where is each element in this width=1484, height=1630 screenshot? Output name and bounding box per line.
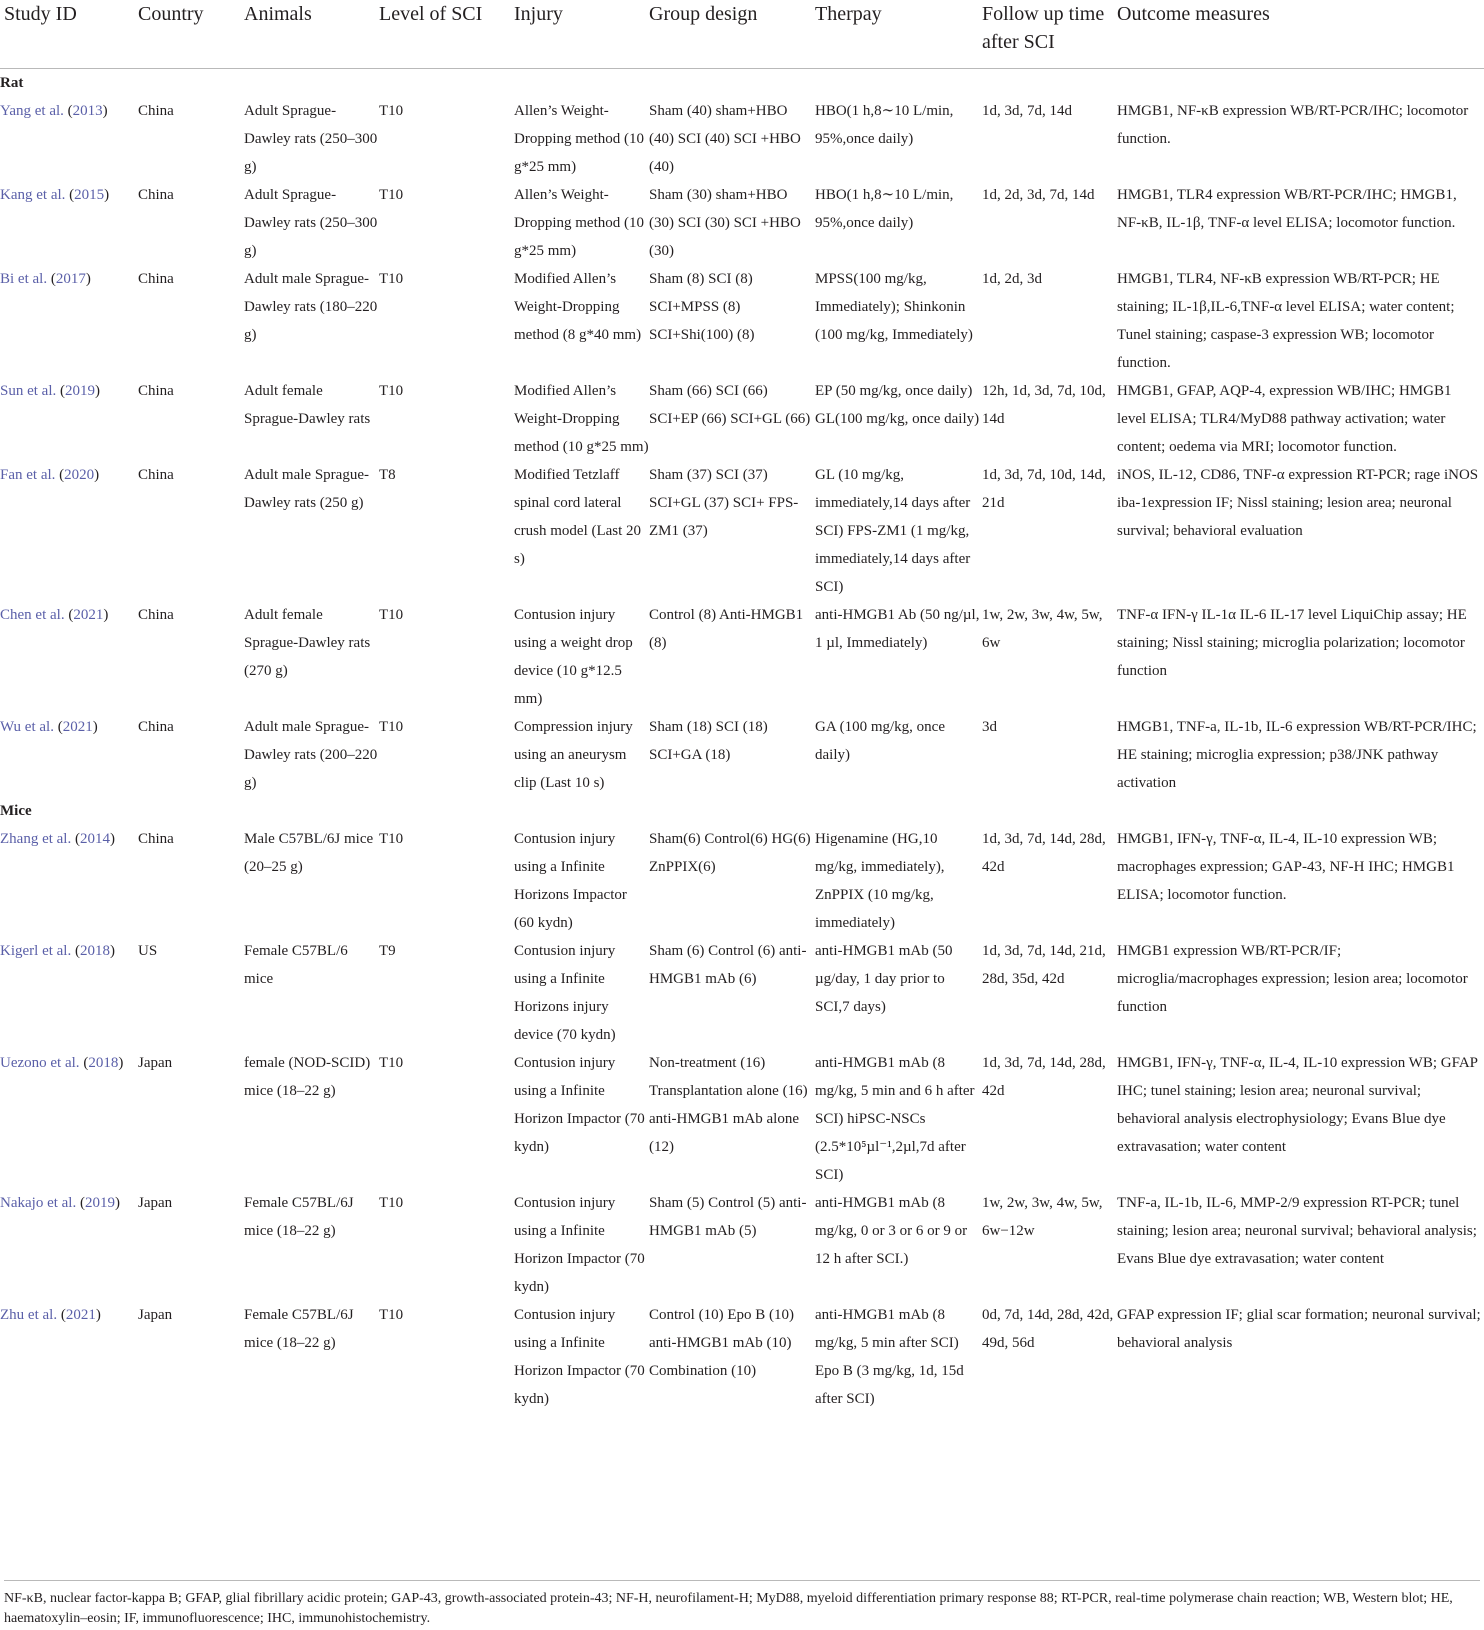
followup-cell: 1d, 3d, 7d, 14d: [982, 102, 1072, 119]
therapy-cell: anti-HMGB1 mAb (8 mg/kg, 0 or 3 or 6 or 9 or 12 h after SCI.): [815, 1194, 968, 1267]
paren: (: [47, 270, 56, 287]
therapy-cell: EP (50 mg/kg, once daily) GL(100 mg/kg, once daily): [815, 382, 980, 427]
outcome-cell: HMGB1, TNF-a, IL-1b, IL-6 expression WB/RT-PCR/IHC; HE staining; microglia expression; p38/JNK pathway activation: [1117, 718, 1477, 791]
country-cell: Japan: [138, 1306, 173, 1323]
citation-link[interactable]: Wu et al.: [0, 718, 54, 735]
level-cell: T10: [379, 1306, 404, 1323]
table-row: [0, 1301, 1484, 1413]
study-id-cell: [0, 265, 138, 377]
table-row: [0, 1189, 1484, 1301]
study-id-cell: [0, 825, 138, 937]
animals-cell: Male C57BL/6J mice (20–25 g): [244, 830, 374, 875]
animals-cell: Adult Sprague-Dawley rats (250–300 g): [244, 186, 378, 259]
level-cell: T8: [379, 466, 396, 483]
outcome-cell: TNF-α IFN-γ IL-1α IL-6 IL-17 level LiquiChip assay; HE staining; Nissl staining; microglia polarization; locomotor function: [1117, 606, 1467, 679]
column-header: Therpay: [815, 0, 982, 68]
group-cell: Sham (30) sham+HBO (30) SCI (30) SCI +HBO (30): [649, 186, 801, 259]
level-cell: T10: [379, 830, 404, 847]
animals-cell: Female C57BL/6J mice (18–22 g): [244, 1306, 354, 1351]
paren: ): [92, 718, 98, 735]
animals-cell: Female C57BL/6J mice (18–22 g): [244, 1194, 354, 1239]
country-cell: China: [138, 186, 174, 203]
study-id-cell: [0, 377, 138, 461]
therapy-cell: GA (100 mg/kg, once daily): [815, 718, 945, 763]
therapy-cell: HBO(1 h,8∼10 L/min, 95%,once daily): [815, 102, 954, 147]
study-id-cell: [0, 461, 138, 601]
group-cell: Sham (66) SCI (66) SCI+EP (66) SCI+GL (66): [649, 382, 811, 427]
citation-year-link[interactable]: 2017: [55, 270, 86, 287]
column-header: Follow up time after SCI: [982, 0, 1117, 68]
country-cell: Japan: [138, 1194, 173, 1211]
injury-cell: Allen’s Weight-Dropping method (10 g*25 mm): [514, 186, 644, 259]
column-header: Outcome measures: [1117, 0, 1484, 68]
study-id-cell: [0, 181, 138, 265]
animals-cell: Adult male Sprague-Dawley rats (180–220 g): [244, 270, 378, 343]
outcome-cell: HMGB1 expression WB/RT-PCR/IF; microglia/macrophages expression; lesion area; locomotor function: [1117, 942, 1468, 1015]
level-cell: T10: [379, 102, 404, 119]
citation-year-link[interactable]: 2015: [74, 186, 105, 203]
paren: (: [76, 1194, 85, 1211]
injury-cell: Contusion injury using a Infinite Horizons injury device (70 kydn): [514, 942, 616, 1043]
section-row: [0, 68, 1484, 97]
citation-year-link[interactable]: 2018: [79, 942, 110, 959]
section-row: [0, 797, 1484, 825]
animals-cell: Adult female Sprague-Dawley rats: [244, 382, 371, 427]
table-row: [0, 1049, 1484, 1189]
therapy-cell: Higenamine (HG,10 mg/kg, immediately), ZnPPIX (10 mg/kg, immediately): [815, 830, 945, 931]
country-cell: Japan: [138, 1054, 173, 1071]
table-header: [0, 0, 1484, 68]
animals-cell: Adult Sprague-Dawley rats (250–300 g): [244, 102, 378, 175]
followup-cell: 3d: [982, 718, 997, 735]
therapy-cell: MPSS(100 mg/kg, Immediately); Shinkonin (100 mg/kg, Immediately): [815, 270, 973, 343]
followup-cell: 1d, 3d, 7d, 14d, 21d, 28d, 35d, 42d: [982, 942, 1106, 987]
group-cell: Sham (18) SCI (18) SCI+GA (18): [649, 718, 768, 763]
citation-link[interactable]: Zhang et al.: [0, 830, 72, 847]
outcome-cell: HMGB1, GFAP, AQP-4, expression WB/IHC; HMGB1 level ELISA; TLR4/MyD88 pathway activation; water content; oedema via MRI; locomotor function.: [1117, 382, 1452, 455]
outcome-cell: HMGB1, IFN-γ, TNF-α, IL-4, IL-10 expression WB; macrophages expression; GAP-43, NF-H IHC; HMGB1 ELISA; locomotor function.: [1117, 830, 1455, 903]
followup-cell: 1d, 3d, 7d, 10d, 14d, 21d: [982, 466, 1106, 511]
citation-link[interactable]: Sun et al.: [0, 382, 57, 399]
study-id-cell: [0, 1049, 138, 1189]
country-cell: China: [138, 466, 174, 483]
group-cell: Sham (37) SCI (37) SCI+GL (37) SCI+ FPS-ZM1 (37): [649, 466, 799, 539]
outcome-cell: HMGB1, IFN-γ, TNF-α, IL-4, IL-10 expression WB; GFAP IHC; tunel staining; lesion area; neuronal survival; behavioral analysis electrophysiology; Evans Blue dye extravasation; water content: [1117, 1054, 1478, 1155]
column-header: Study ID: [0, 0, 138, 68]
injury-cell: Modified Allen’s Weight-Dropping method (8 g*40 mm): [514, 270, 642, 343]
level-cell: T10: [379, 270, 404, 287]
animals-cell: female (NOD-SCID) mice (18–22 g): [244, 1054, 371, 1099]
study-id-cell: [0, 713, 138, 797]
paren: ): [102, 102, 108, 119]
therapy-cell: anti-HMGB1 mAb (8 mg/kg, 5 min after SCI) Epo B (3 mg/kg, 1d, 15d after SCI): [815, 1306, 964, 1407]
country-cell: China: [138, 718, 174, 735]
paren: (: [63, 102, 73, 119]
table-body: [0, 68, 1484, 1413]
table-row: [0, 713, 1484, 797]
paren: (: [57, 1306, 66, 1323]
citation-year-link[interactable]: 2021: [73, 606, 104, 623]
therapy-cell: anti-HMGB1 mAb (8 mg/kg, 5 min and 6 h after SCI) hiPSC-NSCs (2.5*10⁵µl⁻¹,2µl,7d after SCI): [815, 1054, 975, 1183]
paren: (: [79, 1054, 89, 1071]
paren: ): [103, 606, 109, 623]
group-cell: Sham(6) Control(6) HG(6) ZnPPIX(6): [649, 830, 811, 875]
followup-cell: 1d, 3d, 7d, 14d, 28d, 42d: [982, 830, 1106, 875]
level-cell: T10: [379, 1194, 404, 1211]
therapy-cell: anti-HMGB1 mAb (50 µg/day, 1 day prior to SCI,7 days): [815, 942, 953, 1015]
level-cell: T9: [379, 942, 396, 959]
country-cell: China: [138, 830, 174, 847]
group-cell: Sham (5) Control (5) anti-HMGB1 mAb (5): [649, 1194, 807, 1239]
citation-link[interactable]: Nakajo et al.: [0, 1194, 77, 1211]
table-row: [0, 97, 1484, 181]
country-cell: China: [138, 382, 174, 399]
level-cell: T10: [379, 1054, 404, 1071]
citation-link[interactable]: Chen et al.: [0, 606, 65, 623]
table-row: [0, 265, 1484, 377]
citation-link[interactable]: Yang et al.: [0, 102, 64, 119]
column-header: Injury: [514, 0, 649, 68]
paren: ): [104, 186, 110, 203]
followup-cell: 1d, 3d, 7d, 14d, 28d, 42d: [982, 1054, 1106, 1099]
paren: ): [109, 830, 115, 847]
paren: ): [109, 942, 115, 959]
outcome-cell: HMGB1, TLR4 expression WB/RT-PCR/IHC; HMGB1, NF-κB, IL-1β, TNF-α level ELISA; locomotor function.: [1117, 186, 1457, 231]
paren: (: [64, 606, 74, 623]
paren: ): [114, 1194, 120, 1211]
group-cell: Control (8) Anti-HMGB1 (8): [649, 606, 804, 651]
study-id-cell: [0, 1189, 138, 1301]
section-label: Mice: [0, 802, 32, 819]
outcome-cell: GFAP expression IF; glial scar formation; neuronal survival; behavioral analysis: [1117, 1306, 1481, 1351]
paren: (: [55, 466, 65, 483]
table-row: [0, 181, 1484, 265]
paren: (: [53, 718, 63, 735]
study-id-cell: [0, 97, 138, 181]
paren: (: [65, 186, 75, 203]
animals-cell: Adult male Sprague- Dawley rats (250 g): [244, 466, 369, 511]
paren: ): [95, 1306, 101, 1323]
citation-link[interactable]: Kigerl et al.: [0, 942, 72, 959]
animals-cell: Adult male Sprague-Dawley rats (200–220 g): [244, 718, 378, 791]
animals-cell: Adult female Sprague-Dawley rats (270 g): [244, 606, 371, 679]
citation-link[interactable]: Kang et al.: [0, 186, 66, 203]
study-id-cell: [0, 937, 138, 1049]
citation-year-link[interactable]: 2014: [79, 830, 110, 847]
injury-cell: Contusion injury using a weight drop device (10 g*12.5 mm): [514, 606, 633, 707]
table-row: [0, 377, 1484, 461]
study-id-cell: [0, 601, 138, 713]
group-cell: Non-treatment (16) Transplantation alone (16) anti-HMGB1 mAb alone (12): [649, 1054, 808, 1155]
group-cell: Sham (6) Control (6) anti-HMGB1 mAb (6): [649, 942, 807, 987]
table-row: [0, 601, 1484, 713]
citation-link[interactable]: Uezono et al.: [0, 1054, 80, 1071]
followup-cell: 1d, 2d, 3d: [982, 270, 1042, 287]
citation-year-link[interactable]: 2018: [88, 1054, 119, 1071]
level-cell: T10: [379, 718, 404, 735]
citation-year-link[interactable]: 2021: [62, 718, 93, 735]
injury-cell: Contusion injury using a Infinite Horizon Impactor (70 kydn): [514, 1194, 645, 1295]
level-cell: T10: [379, 186, 404, 203]
country-cell: China: [138, 606, 174, 623]
outcome-cell: HMGB1, NF-κB expression WB/RT-PCR/IHC; locomotor function.: [1117, 102, 1469, 147]
followup-cell: 1w, 2w, 3w, 4w, 5w, 6w−12w: [982, 1194, 1103, 1239]
outcome-cell: TNF-a, IL-1b, IL-6, MMP-2/9 expression RT-PCR; tunel staining; lesion area; neuronal survival; behavioral analysis; Evans Blue dye extravasation; water content: [1117, 1194, 1477, 1267]
injury-cell: Contusion injury using a Infinite Horizons Impactor (60 kydn): [514, 830, 627, 931]
injury-cell: Allen’s Weight-Dropping method (10 g*25 mm): [514, 102, 644, 175]
outcome-cell: HMGB1, TLR4, NF-κB expression WB/RT-PCR; HE staining; IL-1β,IL-6,TNF-α level ELISA; water content; Tunel staining; caspase-3 expression WB; locomotor function.: [1117, 270, 1455, 371]
citation-year-link[interactable]: 2019: [84, 1194, 115, 1211]
paren: ): [118, 1054, 124, 1071]
section-label: Rat: [0, 74, 24, 91]
followup-cell: 12h, 1d, 3d, 7d, 10d, 14d: [982, 382, 1106, 427]
paren: ): [95, 382, 100, 399]
column-header: Country: [138, 0, 244, 68]
citation-year-link[interactable]: 2021: [65, 1306, 96, 1323]
study-id-cell: [0, 1301, 138, 1413]
country-cell: China: [138, 102, 174, 119]
country-cell: US: [138, 942, 158, 959]
group-cell: Sham (8) SCI (8) SCI+MPSS (8) SCI+Shi(100) (8): [649, 270, 755, 343]
therapy-cell: GL (10 mg/kg, immediately,14 days after SCI) FPS-ZM1 (1 mg/kg, immediately,14 days after SCI): [815, 466, 971, 595]
column-header: Animals: [244, 0, 379, 68]
table-row: [0, 825, 1484, 937]
group-cell: Control (10) Epo B (10) anti-HMGB1 mAb (10) Combination (10): [649, 1306, 794, 1379]
paren: ): [94, 466, 100, 483]
group-cell: Sham (40) sham+HBO (40) SCI (40) SCI +HBO (40): [649, 102, 801, 175]
table-row: [0, 937, 1484, 1049]
injury-cell: Modified Tetzlaff spinal cord lateral crush model (Last 20 s): [514, 466, 642, 567]
paren: (: [71, 830, 80, 847]
injury-cell: Modified Allen’s Weight-Dropping method (10 g*25 mm): [514, 382, 649, 455]
table-row: [0, 461, 1484, 601]
therapy-cell: anti-HMGB1 Ab (50 ng/µl, 1 µl, Immediately): [815, 606, 980, 651]
citation-year-link[interactable]: 2020: [64, 466, 95, 483]
paren: (: [71, 942, 80, 959]
citation-link[interactable]: Fan et al.: [0, 466, 56, 483]
outcome-cell: iNOS, IL-12, CD86, TNF-α expression RT-PCR; rage iNOS iba-1expression IF; Nissl staining; lesion area; neuronal survival; behavioral evaluation: [1117, 466, 1479, 539]
injury-cell: Contusion injury using a Infinite Horizon Impactor (70 kydn): [514, 1306, 645, 1407]
citation-year-link[interactable]: 2013: [72, 102, 103, 119]
header-row: [0, 0, 1484, 68]
followup-cell: 1w, 2w, 3w, 4w, 5w, 6w: [982, 606, 1103, 651]
paren: ): [85, 270, 91, 287]
citation-link[interactable]: Zhu et al.: [0, 1306, 58, 1323]
country-cell: China: [138, 270, 174, 287]
animals-cell: Female C57BL/6 mice: [244, 942, 348, 987]
injury-cell: Contusion injury using a Infinite Horizon Impactor (70 kydn): [514, 1054, 645, 1155]
paren: (: [56, 382, 65, 399]
citation-year-link[interactable]: 2019: [65, 382, 95, 399]
injury-cell: Compression injury using an aneurysm clip (Last 10 s): [514, 718, 633, 791]
followup-cell: 0d, 7d, 14d, 28d, 42d, 49d, 56d: [982, 1306, 1114, 1351]
followup-cell: 1d, 2d, 3d, 7d, 14d: [982, 186, 1095, 203]
therapy-cell: HBO(1 h,8∼10 L/min, 95%,once daily): [815, 186, 954, 231]
table-footnote: NF-κB, nuclear factor-kappa B; GFAP, glial fibrillary acidic protein; GAP-43, growth-associated protein-43; NF-H, neurofilament-H; MyD88, myeloid differentiation primary response 88; RT-PCR, real-time polymerase chain reaction; WB, Western blot; HE, haematoxylin–eosin; IF, immunofluorescence; IHC, immunohistochemistry.: [4, 1580, 1480, 1629]
column-header: Group design: [649, 0, 815, 68]
citation-link[interactable]: Bi et al.: [0, 270, 48, 287]
level-cell: T10: [379, 382, 404, 399]
column-header: Level of SCI: [379, 0, 514, 68]
level-cell: T10: [379, 606, 404, 623]
